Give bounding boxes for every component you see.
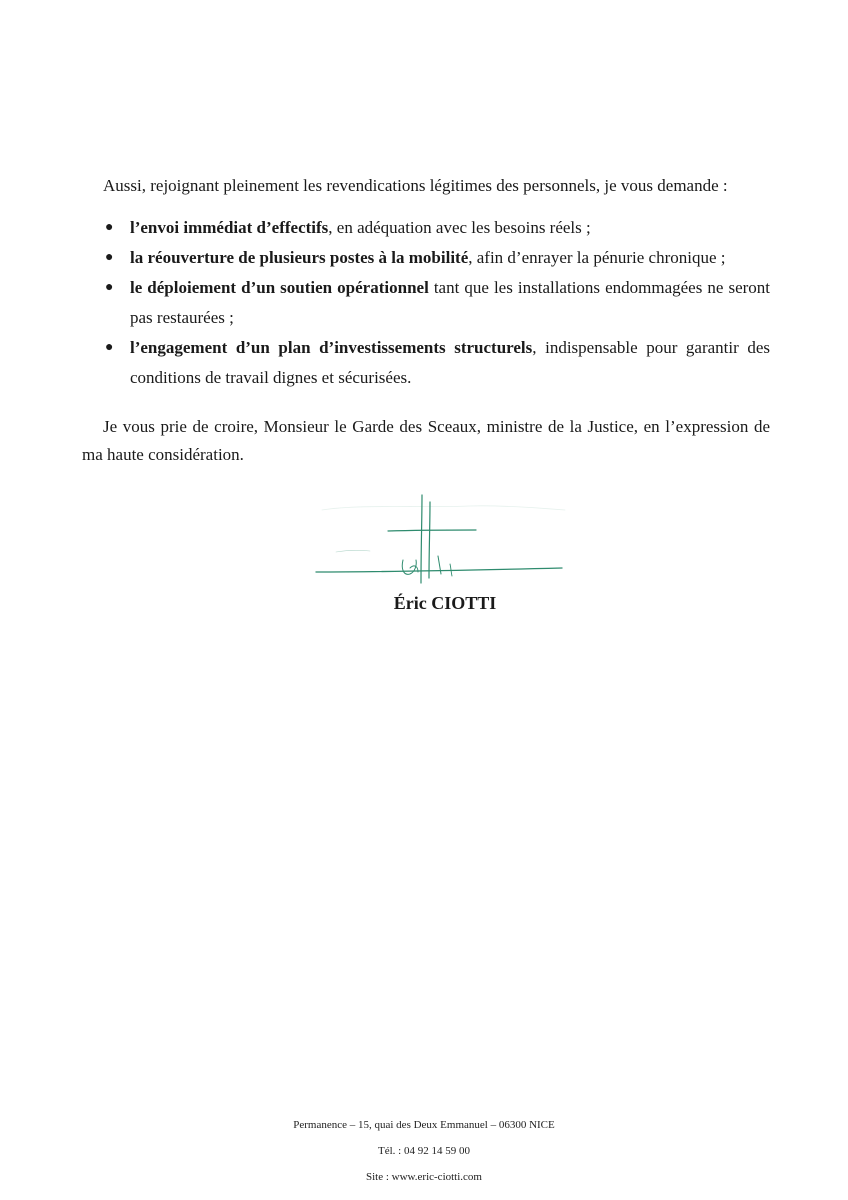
demand-text: , en adéquation avec les besoins réels ; <box>328 218 591 237</box>
list-item <box>105 243 770 273</box>
footer <box>0 1112 848 1190</box>
list-item <box>105 273 770 333</box>
demand-text: tant que les installations endommagées ne seront pas restaurées ; <box>130 278 771 327</box>
closing-paragraph: Je vous prie de croire, Monsieur le Garde des Sceaux, ministre de la Justice, en l’expression de ma haute considération. <box>82 417 770 464</box>
list-item <box>105 213 770 243</box>
bullet-icon: ● <box>105 340 114 355</box>
demand-bold-text: le déploiement d’un soutien opérationnel <box>130 278 429 297</box>
bullet-icon: ● <box>105 220 114 235</box>
demand-bold-text: l’engagement d’un plan d’investissements structurels <box>130 338 533 357</box>
footer-website: Site : www.eric-ciotti.com <box>366 1171 482 1183</box>
demand-bold-text: la réouverture de plusieurs postes à la mobilité <box>130 248 469 267</box>
bullet-icon: ● <box>105 250 114 265</box>
bullet-icon: ● <box>105 280 114 295</box>
demand-text: , afin d’enrayer la pénurie chronique ; <box>468 248 726 267</box>
demand-text: , indispensable pour garantir des conditions de travail dignes et sécurisées. <box>130 338 770 387</box>
footer-phone: Tél. : 04 92 14 59 00 <box>378 1145 470 1157</box>
footer-address: Permanence – 15, quai des Deux Emmanuel – 06300 NICE <box>293 1119 555 1131</box>
handwritten-signature <box>300 490 590 590</box>
demand-bold-text: l’envoi immédiat d’effectifs <box>130 218 329 237</box>
list-item <box>105 333 770 393</box>
signer-name: Éric CIOTTI <box>393 593 497 613</box>
intro-paragraph: Aussi, rejoignant pleinement les revendications légitimes des personnels, je vous demande : <box>103 176 728 195</box>
demands-list <box>105 213 770 393</box>
